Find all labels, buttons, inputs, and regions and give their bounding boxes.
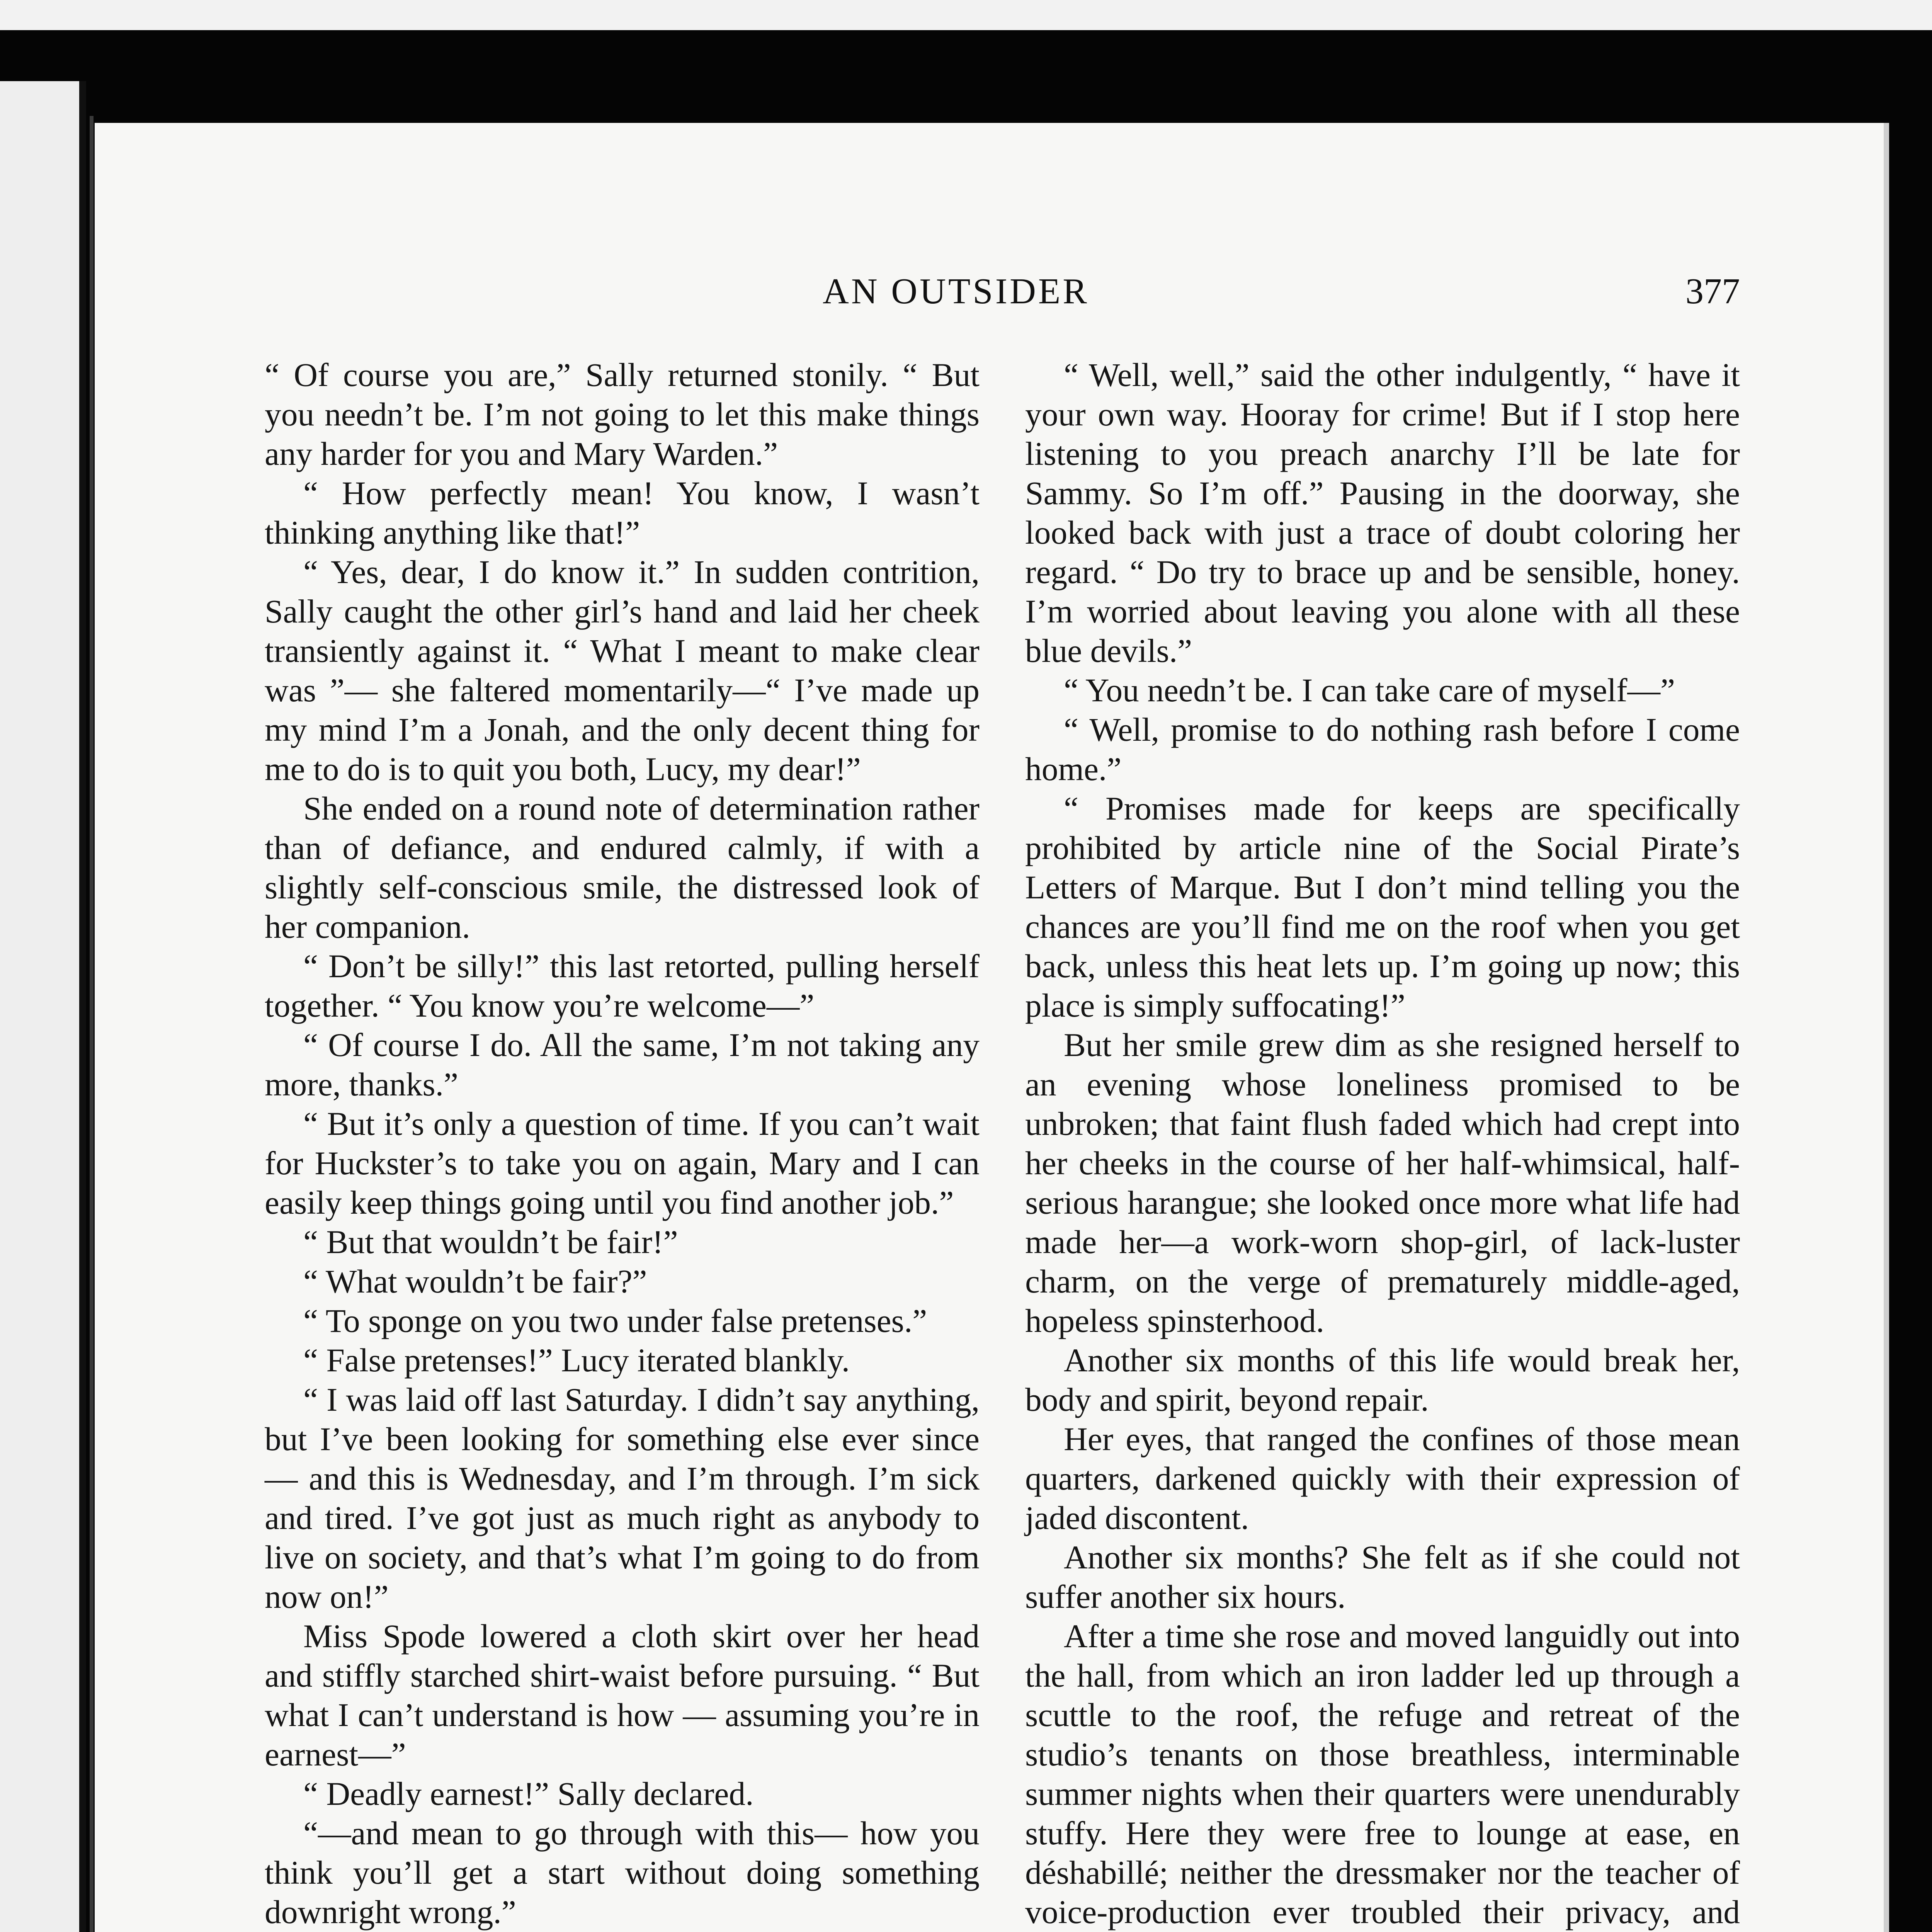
running-head: AN OUTSIDER xyxy=(822,271,1090,311)
paragraph: Another six months of this life would break her, body and spirit, beyond repair. xyxy=(1025,1342,1740,1418)
page-header xyxy=(172,270,1740,313)
paragraph: “ But it’s only a question of time. If you can’t wait for Huckster’s to take you on again, Mary and I can easily keep things going until you find another job.” xyxy=(265,1106,980,1221)
paragraph: “ You needn’t be. I can take care of myself—” xyxy=(1064,672,1675,709)
paragraph: Miss Spode lowered a cloth skirt over her head and stiffly starched shirt-waist before pursuing. “ But what I can’t understand is how — assuming you’re in earnest—” xyxy=(265,1618,980,1773)
paragraph: “ Well, well,” said the other indulgently, “ have it your own way. Hooray for crime! But if I stop here listening to you preach anarchy I’ll be late for Sammy. So I’m off.” Pausing in the doorway, she looked back with just a trace of doubt coloring her regard. “ Do try to brace up and be sensible, honey. I’m worried about leaving you alone with all these blue devils.” xyxy=(1025,357,1740,669)
paragraph: But her smile grew dim as she resigned herself to an evening whose loneliness promised to be unbroken; that faint flush faded which had crept into her cheeks in the course of her half-whimsical, half-serious harangue; she looked once more what life had made her—a work-worn shop-girl, of lack-luster charm, on the verge of prematurely middle-aged, hopeless spinsterhood. xyxy=(1025,1027,1740,1339)
left-column xyxy=(265,355,980,1932)
paragraph: “ Of course you are,” Sally returned stonily. “ But you needn’t be. I’m not going to let this make things any harder for you and Mary Warden.” xyxy=(265,357,980,472)
paragraph: “ To sponge on you two under false pretenses.” xyxy=(303,1303,927,1339)
paragraph: “ Yes, dear, I do know it.” In sudden contrition, Sally caught the other girl’s hand and laid her cheek transiently against it. “ What I meant to make clear was ”— she faltered momentarily—“ I’ve made up my mind I’m a Jonah, and the only decent thing for me to do is to quit you both, Lucy, my dear!” xyxy=(265,554,980,787)
adjacent-page-top xyxy=(0,0,1932,30)
adjacent-page-left xyxy=(0,81,86,1932)
paragraph: “ I was laid off last Saturday. I didn’t say anything, but I’ve been looking for something else ever since — and this is Wednesday, and I’m through. I’m sick and tired. I’ve got just as much right as anybody to live on society, and that’s what I’m going to do from now on!” xyxy=(265,1382,980,1615)
paragraph: “ Well, promise to do nothing rash before I come home.” xyxy=(1025,712,1740,787)
paragraph: “—and mean to go through with this— how you think you’ll get a start without doing something downright wrong.” xyxy=(265,1815,980,1930)
page-edge xyxy=(1884,123,1889,1932)
paragraph: “ Deadly earnest!” Sally declared. xyxy=(303,1776,754,1812)
paragraph: “ Don’t be silly!” this last retorted, pulling herself together. “ You know you’re welcome—” xyxy=(265,948,980,1024)
right-column xyxy=(1025,355,1740,1932)
paragraph: “ What wouldn’t be fair?” xyxy=(303,1264,647,1300)
gutter-shadow xyxy=(90,116,94,1932)
paragraph: “ But that wouldn’t be fair!” xyxy=(303,1224,678,1260)
paragraph: “ Promises made for keeps are specifically prohibited by article nine of the Social Pirate’s Letters of Marque. But I don’t mind telling you the chances are you’ll find me on the roof when you get back, unless this heat lets up. I’m going up now; this place is simply suffocating!” xyxy=(1025,791,1740,1024)
paragraph: “ Of course I do. All the same, I’m not taking any more, thanks.” xyxy=(265,1027,980,1103)
paragraph: After a time she rose and moved languidly out into the hall, from which an iron ladder led up through a scuttle to the roof, the refuge and retreat of the studio’s tenants on those breathless, interminable summer nights when their quarters were unendurably stuffy. Here they were free to lounge at ease, en déshabillé; neither the dressmaker nor the teacher of voice-production ever troubled their privacy, and xyxy=(1025,1618,1740,1930)
paragraph: Another six months? She felt as if she could not suffer another six hours. xyxy=(1025,1539,1740,1615)
paragraph: Her eyes, that ranged the confines of those mean quarters, darkened quickly with their expression of jaded discontent. xyxy=(1025,1421,1740,1536)
paragraph: “ How perfectly mean! You know, I wasn’t thinking anything like that!” xyxy=(265,475,980,551)
paragraph: “ False pretenses!” Lucy iterated blankly. xyxy=(303,1342,850,1379)
page-number: 377 xyxy=(1685,271,1740,311)
paragraph: She ended on a round note of determination rather than of defiance, and endured calmly, if with a slightly self-conscious smile, the distressed look of her companion. xyxy=(265,791,980,945)
